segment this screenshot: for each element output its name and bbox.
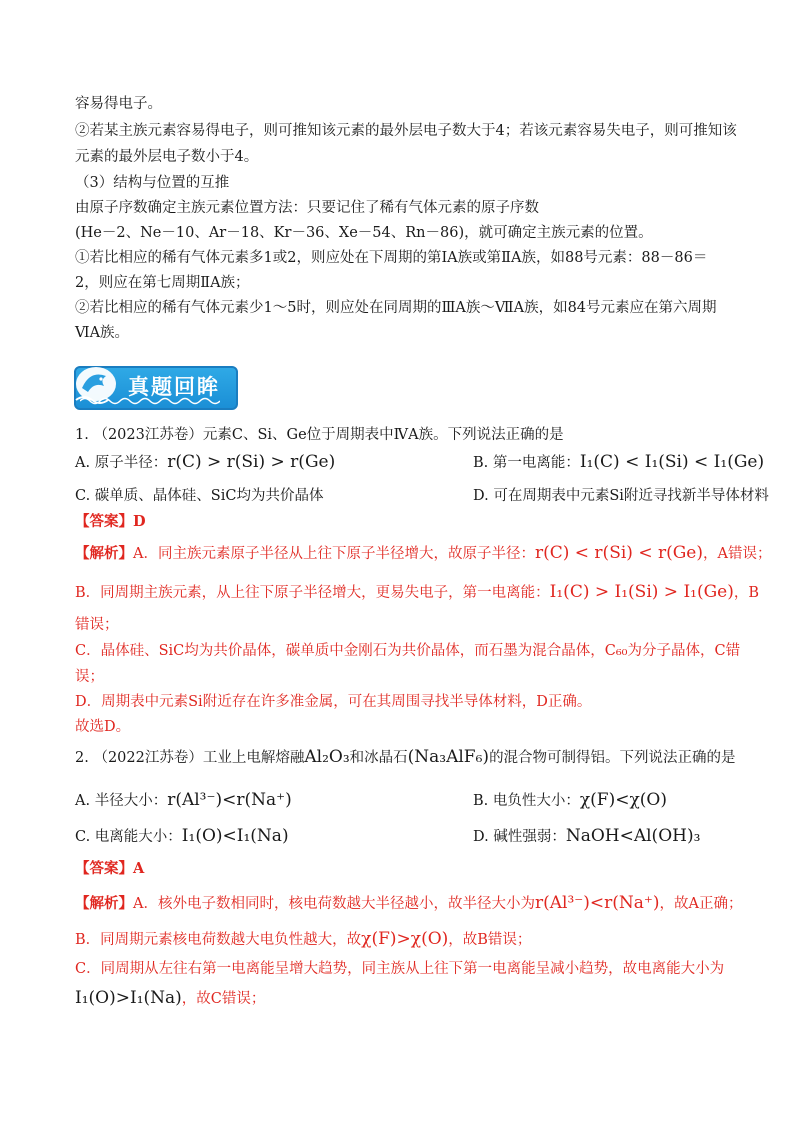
- intro-line-7: ①若比相应的稀有气体元素多1或2，则应处在下周期的第ⅠA族或第ⅡA族，如88号元素：88－86＝: [75, 250, 708, 266]
- q2-exp-a-formula: r(Al³⁻)<r(Na⁺): [534, 893, 660, 913]
- intro-line-3: 元素的最外层电子数小于4。: [75, 149, 259, 165]
- q1-option-a-label: A. 原子半径：: [75, 455, 168, 471]
- q2-stem-part-1: 2. （2022江苏卷）工业上电解熔融: [75, 750, 305, 766]
- intro-line-9: ②若比相应的稀有气体元素少1～5时，则应处在同周期的ⅢA族～ⅦA族，如84号元素应在第六周期: [75, 300, 717, 316]
- q1-explanation-b-cont: 错误；: [75, 617, 119, 633]
- q2-stem-formula-1: Al₂O₃: [304, 747, 350, 767]
- intro-line-8: 2，则应在第七周期ⅡA族；: [75, 275, 250, 291]
- q1-explanation-a: [75, 543, 772, 564]
- q2-stem-formula-2: (Na₃AlF₆): [407, 747, 490, 767]
- q1-exp-a-tail: ，A错误；: [703, 546, 772, 562]
- q2-explanation-b: [75, 929, 725, 950]
- banner-title: 真题回眸: [128, 375, 220, 399]
- q1-exp-b-text: B．同周期主族元素，从上往下原子半径增大，更易失电子，第一电离能：: [75, 585, 550, 601]
- q1-option-b-label: B. 第一电离能：: [473, 455, 580, 471]
- q2-exp-b-formula: χ(F)>χ(O): [361, 929, 449, 949]
- wave-decoration-icon: [80, 396, 220, 406]
- q1-option-a-formula: r(C) > r(Si) > r(Ge): [167, 452, 336, 472]
- q2-stem-part-3: 的混合物可制得铝。下列说法正确的是: [489, 750, 736, 766]
- q2-explanation-c: C．同周期从左往右第一电离能呈增大趋势，同主族从上往下第一电离能呈减小趋势，故电离能大小为: [75, 961, 725, 977]
- q2-stem-part-2: 和冰晶石: [349, 750, 408, 766]
- q1-option-d: D. 可在周期表中元素Si附近寻找新半导体材料: [473, 488, 769, 504]
- q1-options-row-2: [75, 486, 769, 506]
- q2-options-row-2: [75, 826, 725, 847]
- intro-line-2: ②若某主族元素容易得电子，则可推知该元素的最外层电子数大于4；若该元素容易失电子，则可推知该: [75, 123, 737, 139]
- section-banner: [70, 362, 240, 412]
- q2-explanation-a: [75, 893, 743, 914]
- q1-exp-a-formula: r(C) < r(Si) < r(Ge): [534, 543, 703, 563]
- q2-exp-a-tail: ，故A正确；: [659, 896, 743, 912]
- q1-explanation-d: D．周期表中元素Si附近存在许多准金属，可在其周围寻找半导体材料，D正确。: [75, 694, 592, 710]
- q1-explanation-c: C．晶体硅、SiC均为共价晶体，碳单质中金刚石为共价晶体，而石墨为混合晶体，C₆₀为分子晶体，C错: [75, 643, 741, 659]
- q1-explanation-b: [75, 582, 760, 603]
- q1-explanation-head: 【解析】: [75, 545, 133, 562]
- q2-option-c-label: C. 电离能大小：: [75, 829, 182, 845]
- q2-option-d-label: D. 碱性强弱：: [473, 829, 566, 845]
- intro-line-1: 容易得电子。: [75, 96, 162, 112]
- q2-explanation-head: 【解析】: [75, 895, 133, 912]
- q2-exp-c-formula: I₁(O)>I₁(Na): [75, 988, 182, 1008]
- q2-option-a-label: A. 半径大小：: [75, 793, 168, 809]
- q1-exp-b-formula: I₁(C) > I₁(Si) > I₁(Ge): [549, 582, 734, 602]
- q2-exp-b-text: B．同周期元素核电荷数越大电负性越大，故: [75, 932, 362, 948]
- q2-option-a-formula: r(Al³⁻)<r(Na⁺): [167, 790, 292, 810]
- q2-option-d-formula: NaOH<Al(OH)₃: [565, 826, 701, 846]
- q2-exp-c-tail: ，故C错误；: [181, 991, 266, 1007]
- q2-options-row-1: [75, 790, 725, 811]
- q2-option-c-formula: I₁(O)<I₁(Na): [181, 826, 289, 846]
- q2-option-b-formula: χ(F)<χ(O): [579, 790, 667, 810]
- q2-answer: 【答案】A: [75, 860, 145, 877]
- q1-conclusion: 故选D。: [75, 719, 131, 735]
- intro-line-10: ⅥA族。: [75, 325, 130, 341]
- q2-exp-a-text: A．核外电子数相同时，核电荷数越大半径越小，故半径大小为: [133, 896, 535, 912]
- q1-option-b-formula: I₁(C) < I₁(Si) < I₁(Ge): [579, 452, 765, 472]
- q1-explanation-c-cont: 误；: [75, 669, 104, 685]
- q1-options-row-1: [75, 452, 765, 473]
- q2-exp-b-tail: ，故B错误；: [448, 932, 532, 948]
- intro-line-5: 由原子序数确定主族元素位置方法：只要记住了稀有气体元素的原子序数: [75, 200, 539, 216]
- q1-exp-b-tail: ，B: [733, 585, 760, 601]
- q2-stem: [75, 747, 736, 768]
- q1-stem: 1. （2023江苏卷）元素C、Si、Ge位于周期表中ⅣA族。下列说法正确的是: [75, 427, 564, 443]
- intro-line-4: （3）结构与位置的互推: [75, 175, 230, 191]
- q2-explanation-c-cont: [75, 988, 725, 1009]
- q1-answer: 【答案】D: [75, 513, 146, 530]
- q1-exp-a-text: A．同主族元素原子半径从上往下原子半径增大，故原子半径：: [133, 546, 535, 562]
- q2-option-b-label: B. 电负性大小：: [473, 793, 580, 809]
- q1-option-b: [473, 452, 764, 473]
- q2-option-d: [473, 826, 700, 847]
- q1-option-c: C. 碳单质、晶体硅、SiC均为共价晶体: [75, 488, 324, 504]
- intro-line-6: (He－2、Ne－10、Ar－18、Kr－36、Xe－54、Rn－86)，就可确定主族元素的位置。: [75, 225, 653, 241]
- q2-option-b: [473, 790, 667, 811]
